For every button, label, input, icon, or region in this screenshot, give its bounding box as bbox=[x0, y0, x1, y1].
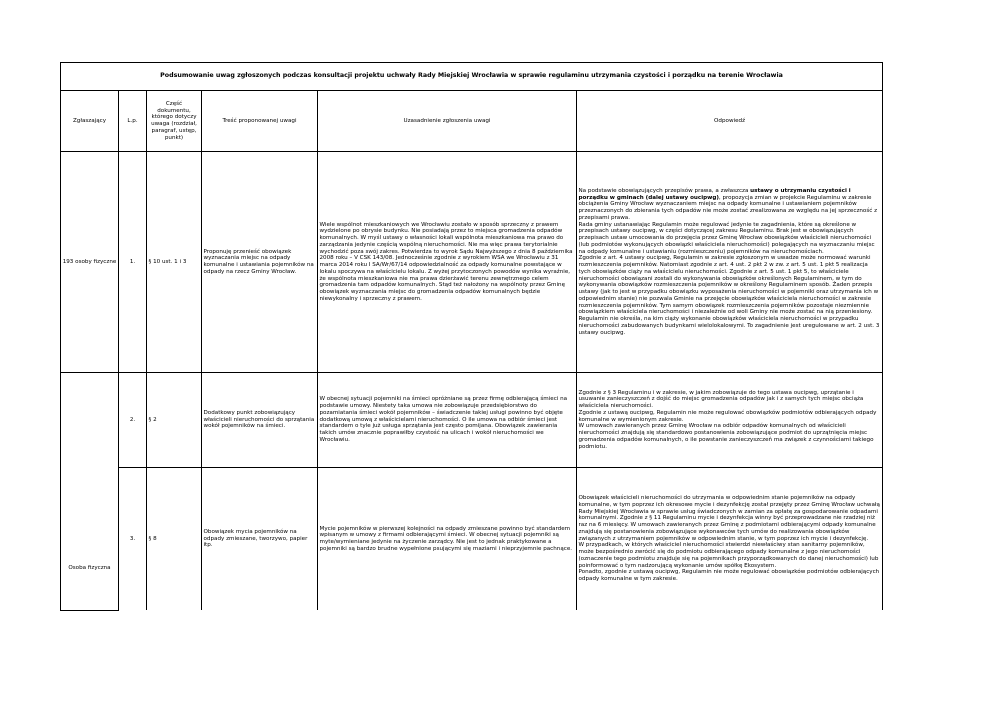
odpowiedz-text-pre: Na podstawie obowiązujących przepisów prawa, a zwłaszcza bbox=[578, 187, 751, 194]
cell-zglaszajacy: Osoba fizyczna bbox=[61, 373, 119, 611]
odpowiedz-text-bold: ustawy o utrzymaniu czystości i porządku w gminach (dalej ustawy oucipwg) bbox=[578, 187, 851, 201]
cell-odpowiedz: Obowiązek właścicieli nieruchomości do utrzymania w odpowiednim stanie pojemników na odpady komunalne, w tym poprzez ich okresowe mycie i dezynfekcję został przejęty przez Gminę Wrocław uchwałą Rady Miejskiej Wrocławia w sprawie usług świadczonych w zamian za opłatę za gospodarowanie odpadami komunalnymi. Zgodnie z § 11 Regulaminu mycie i dezynfekcja winny być przeprowadzane nie rzadziej niż raz na 6 miesięcy. W umowach zawieranych przez Gminę z podmiotami odbierającymi odpady komunalne znajdują się postanowienia zobowiązujące wykonawców tych umów do realizowania obowiązków związanych z utrzymaniem pojemników w odpowiednim stanie, w tym poprzez ich mycie i dezynfekcję. W przypadkach, w których właściciel nieruchomości stwierdzi niewłaściwy stan sanitarny pojemników, może bezpośrednio zwrócić się do podmiotu odbierającego odpady komunalne z jego nieruchomości (oznaczenie tego podmiotu znajduje się na pojemnikach przyporządkowanych do danej nieruchomości) lub poinformować o tym nadzorującą wykonanie umów spółkę Ekosystem. Ponadto, zgodnie z ustawą oucipwg, Regulamin nie może regulować obowiązków podmiotów odbierających odpady komunalne w tym zakresie. bbox=[577, 468, 883, 611]
odpowiedz-text-post: , propozycja zmian w projekcie Regulaminu w zakresie obciążenia Gminy Wrocław wyznaczaniem miejsc na odpady komunalne i ustawianiem pojemników przeznaczonych do zbierania tych odpadów nie może zostać zrealizowana ze względu na jej sprzeczność z przepisami prawa. Rada gminy ustanawiając Regulamin może regulować jedynie te zagadnienia, które są określone w przepisach ustawy oucipwg, w części dotyczącej zakresu Regulaminu. Brak jest w obowiązujących przepisach ustaw umocowania do przejęcia przez Gminę Wrocław obowiązków właścicieli nieruchomości (lub podmiotów wykonujących obowiązki właściciela nieruchomości) polegających na wyznaczaniu miejsc na odpady komunalne i ustawianiu (rozmieszczeniu) pojemników na nieruchomościach. Zgodnie z art. 4 ustawy oucipwg, Regulamin w zakresie zgłoszonym w uwadze może normować warunki rozmieszczenia pojemników. Natomiast zgodnie z art. 4 ust. 2 pkt 2 w zw. z art. 5 ust. 1 pkt 5 realizacja tych obowiązków ciąży na właścicielu nieruchomości. Zgodnie z art. 5 ust. 1 pkt 5, to właściciele nieruchomości obowiązani zostali do wykonywania obowiązków określonych Regulaminem, w tym do wykonywania obowiązków rozmieszczenia pojemników w określony Regulaminem sposób. Żaden przepis ustawy (jak to jest w przypadku obowiązku wyposażenia nieruchomości w pojemniki oraz utrzymania ich w odpowiednim stanie) nie pozwala Gminie na przejęcie obowiązków właściciela nieruchomości w zakresie rozmieszczenia pojemników. Tym samym obowiązek rozmieszczenia pojemników pozostaje niezmiennie obowiązkiem właściciela nieruchomości i niezależnie od woli Gminy nie może zostać na nią przeniesiony. Regulamin nie określa, na kim ciąży wykonanie obowiązków właściciela nieruchomości w przypadku nieruchomości zabudowanych budynkami wielolokalowymi. To zagadnienie jest uregulowane w art. 2 ust. 3 ustawy oucipwg. bbox=[578, 194, 880, 336]
cell-uzasadnienie: Mycie pojemników w pierwszej kolejności na odpady zmieszane powinno być standardem wpisanym w umowy z firmami odbierającymi śmieci. W obecnej sytuacji pojemniki są myte/wymieniane jedynie na życzenie zarządcy. Nie jest to jednak praktykowane a pojemniki są bardzo brudne wypełnione psującymi się maziami i nieprzyjemnie pachnące. bbox=[318, 468, 577, 611]
cell-tresc: Obowiązek mycia pojemników na odpady zmieszane, tworzywo, papier itp. bbox=[202, 468, 318, 611]
cell-lp: 3. bbox=[119, 468, 147, 611]
table-row bbox=[61, 152, 883, 373]
cell-tresc: Proponuję przenieść obowiązek wyznaczania miejsc na odpady komunalne i ustawiania pojemników na odpady na rzecz Gminy Wrocław. bbox=[202, 152, 318, 373]
cell-odpowiedz: Zgodnie z § 3 Regulaminu i w zakresie, w jakim zobowiązuje do tego ustawa oucipwg, uprzątanie i usuwanie zanieczyszczeń z dojść do miejsc gromadzenia odpadów jak i z samych tych miejsc obciąża właściciela nieruchomości. Zgodnie z ustawą oucipwg, Regulamin nie może regulować obowiązków podmiotów odbierających odpady komunalne w wymienionym zakresie. W umowach zawieranych przez Gminę Wrocław na odbiór odpadów komunalnych od właścicieli nieruchomości znajdują się standardowo postanowienia zobowiązujące podmiot do uprzątnięcia miejsc gromadzenia odpadów komunalnych, o ile powstanie zanieczyszczeń ma związek z czynnościami takiego podmiotu. bbox=[577, 373, 883, 468]
cell-zglaszajacy: 193 osoby fizyczne bbox=[61, 152, 119, 373]
cell-lp: 2. bbox=[119, 373, 147, 468]
summary-table bbox=[60, 62, 883, 611]
cell-lp: 1. bbox=[119, 152, 147, 373]
header-lp: L.p. bbox=[119, 91, 147, 152]
cell-tresc: Dodatkowy punkt zobowiązujący właścicieli nieruchomości do sprzątania wokół pojemników na śmieci. bbox=[202, 373, 318, 468]
header-uzasadnienie: Uzasadnienie zgłoszenia uwagi bbox=[318, 91, 577, 152]
table-title: Podsumowanie uwag zgłoszonych podczas konsultacji projektu uchwały Rady Miejskiej Wrocławia w sprawie regulaminu utrzymania czystości i porządku na terenie Wrocławia bbox=[61, 63, 883, 91]
cell-uzasadnienie: W obecnej sytuacji pojemniki na śmieci opróżniane są przez firmę odbierającą śmieci na podstawie umowy. Niestety taka umowa nie zobowiązuje przedsiębiorstwo do pozamiatania śmieci wokół pojemników – świadczenie takiej usługi powinno być objęte dodatkową umową z właścicielami nieruchomości. O ile umowa na odbiór śmieci jest standardem o tyle już usługa sprzątania jest często pomijana. Obowiązek zawierania takich umów znacznie poprawiłby czystość na ulicach i wokół nieruchomości we Wrocławiu. bbox=[318, 373, 577, 468]
cell-uzasadnienie: Wiele wspólnot mieszkaniowych we Wrocławiu zostało w sposób sprzeczny z prawem wydzielone po obrysie budynku. Nie posiadają przez to miejsca gromadzenia odpadów komunalnych. W myśl ustawy o własności lokali wspólnota mieszkaniowa ma prawo do zarządzania jedynie częścią wspólną nieruchomości. Nie ma więc prawa terytorialnie wychodzić poza swój zakres. Potwierdza to wyrok Sądu Najwyższego z dnia 8 października 2008 roku – V CSK 143/08. Jednocześnie zgodnie z wyrokiem WSA we Wrocławiu z 31 marca 2014 roku I SA/Wr/67/14 odpowiedzialność za odpady komunalne powstające w lokalu spoczywa na właścicielu lokalu. Z wyżej przytoczonych powodów wynika wyraźnie, że wspólnota mieszkaniowa nie ma prawa dzierżawić terenu zewnętrznego celem gromadzenia tam odpadów komunalnych. Stąd też nałożony na wspólnoty przez Gminę obowiązek wyznaczania miejsc do gromadzenia odpadów komunalnych będzie niewykonalny i sprzeczny z prawem. bbox=[318, 152, 577, 373]
header-tresc: Treść proponowanej uwagi bbox=[202, 91, 318, 152]
cell-odpowiedz bbox=[577, 152, 883, 373]
table-row bbox=[61, 373, 883, 468]
cell-czesc: § 2 bbox=[147, 373, 202, 468]
cell-czesc: § 8 bbox=[147, 468, 202, 611]
table-row bbox=[61, 468, 883, 611]
header-czesc: Część dokumentu, którego dotyczy uwaga (rozdział, paragraf, ustęp, punkt) bbox=[147, 91, 202, 152]
header-odpowiedz: Odpowiedź bbox=[577, 91, 883, 152]
header-zglaszajacy: Zgłaszający bbox=[61, 91, 119, 152]
cell-czesc: § 10 ust. 1 i 3 bbox=[147, 152, 202, 373]
